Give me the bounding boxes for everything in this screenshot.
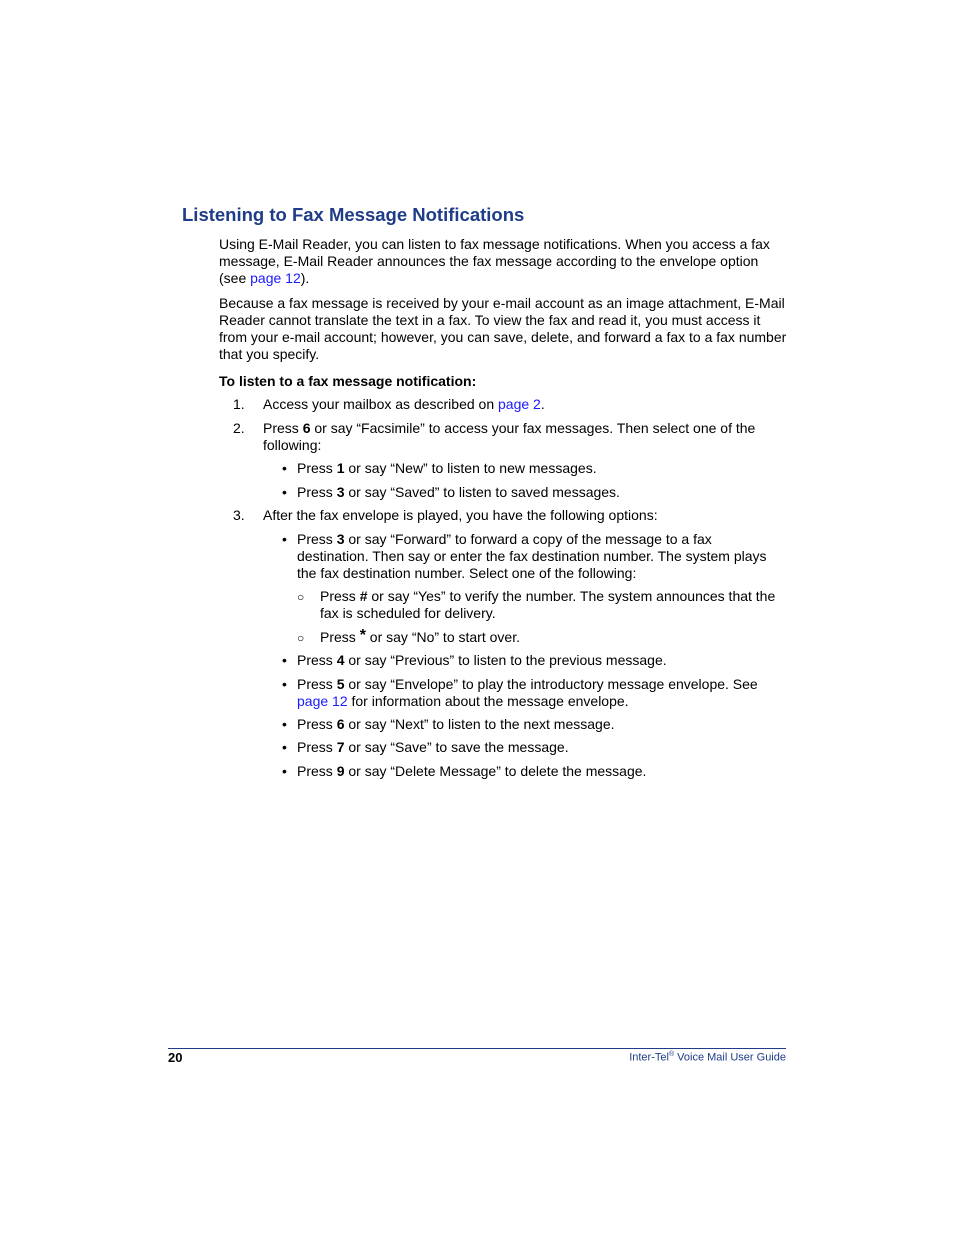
step-3d-text	[297, 716, 782, 733]
key-label: 9	[336, 763, 345, 779]
step-3e-after: or say “Save” to save the message.	[344, 739, 569, 755]
bullet-icon: •	[282, 531, 287, 547]
section-heading: Listening to Fax Message Notifications	[182, 204, 525, 225]
intro-p1-end: ).	[300, 270, 310, 286]
bullet-icon: •	[282, 676, 287, 692]
step-number: 3.	[233, 507, 245, 523]
bullet-icon: •	[282, 460, 287, 476]
key-label: #	[359, 588, 368, 604]
footer-document-title	[629, 1051, 786, 1064]
step-2-before: Press	[263, 420, 303, 436]
step-3b-text	[297, 652, 782, 669]
step-3f-text	[297, 763, 782, 780]
bullet-icon: •	[282, 763, 287, 779]
circle-bullet-icon: ○	[297, 631, 305, 645]
step-3a2-after: or say “No” to start over.	[365, 629, 520, 645]
page-2-link[interactable]: page 2	[498, 396, 541, 412]
step-3d-after: or say “Next” to listen to the next message.	[344, 716, 615, 732]
circle-bullet-icon: ○	[297, 590, 305, 604]
step-3a1-text	[320, 588, 785, 622]
step-1-before: Access your mailbox as described on	[263, 396, 498, 412]
intro-p1-text: Using E-Mail Reader, you can listen to fax message notifications. When you access a fax message, E-Mail Reader announces the fax message according to the envelope option (see	[219, 236, 770, 286]
bullet-icon: •	[282, 716, 287, 732]
step-2b-text	[297, 484, 782, 501]
step-3e-before: Press	[297, 739, 337, 755]
step-1-text	[263, 396, 783, 413]
step-2a-before: Press	[297, 460, 337, 476]
intro-paragraph-1	[219, 236, 789, 287]
key-label: 1	[336, 460, 345, 476]
step-3-text: After the fax envelope is played, you have the following options:	[263, 507, 658, 523]
step-number: 2.	[233, 420, 245, 436]
step-3a1-after: or say “Yes” to verify the number. The system announces that the fax is scheduled for delivery.	[320, 588, 776, 621]
bullet-icon: •	[282, 739, 287, 755]
key-label: 6	[336, 716, 345, 732]
footer-title-suffix: Voice Mail User Guide	[674, 1051, 786, 1064]
step-3a-after: or say “Forward” to forward a copy of the message to a fax destination. Then say or enter the fax destination number. The system plays the fax destination number. Select one of the following:	[297, 531, 767, 581]
step-3a2-text	[320, 629, 785, 646]
step-3a-text	[297, 531, 782, 582]
step-3c-before: Press	[297, 676, 337, 692]
step-3a2-before: Press	[320, 629, 360, 645]
step-2-text	[263, 420, 783, 454]
step-3a-before: Press	[297, 531, 337, 547]
star-key-icon: *	[359, 627, 366, 644]
bullet-icon: •	[282, 484, 287, 500]
intro-paragraph-2: Because a fax message is received by your e-mail account as an image attachment, E-Mail Reader cannot translate the text in a fax. To view the fax and read it, you must access it from your e-mail account; however, you can save, delete, and forward a fax to a fax number that you specify.	[219, 295, 787, 362]
step-3f-after: or say “Delete Message” to delete the message.	[344, 763, 647, 779]
key-label: 3	[336, 531, 345, 547]
step-3c-after2: for information about the message envelope.	[347, 693, 629, 709]
footer-title-prefix: Inter-Tel	[629, 1051, 669, 1064]
step-3e-text	[297, 739, 782, 756]
step-3a1-before: Press	[320, 588, 360, 604]
key-label: 5	[336, 676, 345, 692]
page-12-link[interactable]: page 12	[297, 693, 348, 709]
step-3c-text	[297, 676, 782, 710]
step-2-after: or say “Facsimile” to access your fax messages. Then select one of the following:	[263, 420, 756, 453]
procedure-title: To listen to a fax message notification:	[219, 373, 477, 389]
step-3b-after: or say “Previous” to listen to the previous message.	[344, 652, 667, 668]
step-1-after: .	[540, 396, 545, 412]
key-label: 4	[336, 652, 345, 668]
page-12-link[interactable]: page 12	[250, 270, 301, 286]
step-3c-after: or say “Envelope” to play the introductory message envelope. See	[344, 676, 758, 692]
registered-mark: ®	[668, 1051, 675, 1058]
step-3f-before: Press	[297, 763, 337, 779]
step-2a-text	[297, 460, 782, 477]
step-2b-after: or say “Saved” to listen to saved messages.	[344, 484, 620, 500]
key-label: 7	[336, 739, 345, 755]
footer-divider	[168, 1048, 786, 1049]
step-2a-after: or say “New” to listen to new messages.	[344, 460, 597, 476]
bullet-icon: •	[282, 652, 287, 668]
step-3b-before: Press	[297, 652, 337, 668]
step-2b-before: Press	[297, 484, 337, 500]
key-label: 6	[302, 420, 311, 436]
step-3d-before: Press	[297, 716, 337, 732]
key-label: 3	[336, 484, 345, 500]
step-number: 1.	[233, 396, 245, 412]
page-number: 20	[168, 1050, 183, 1065]
